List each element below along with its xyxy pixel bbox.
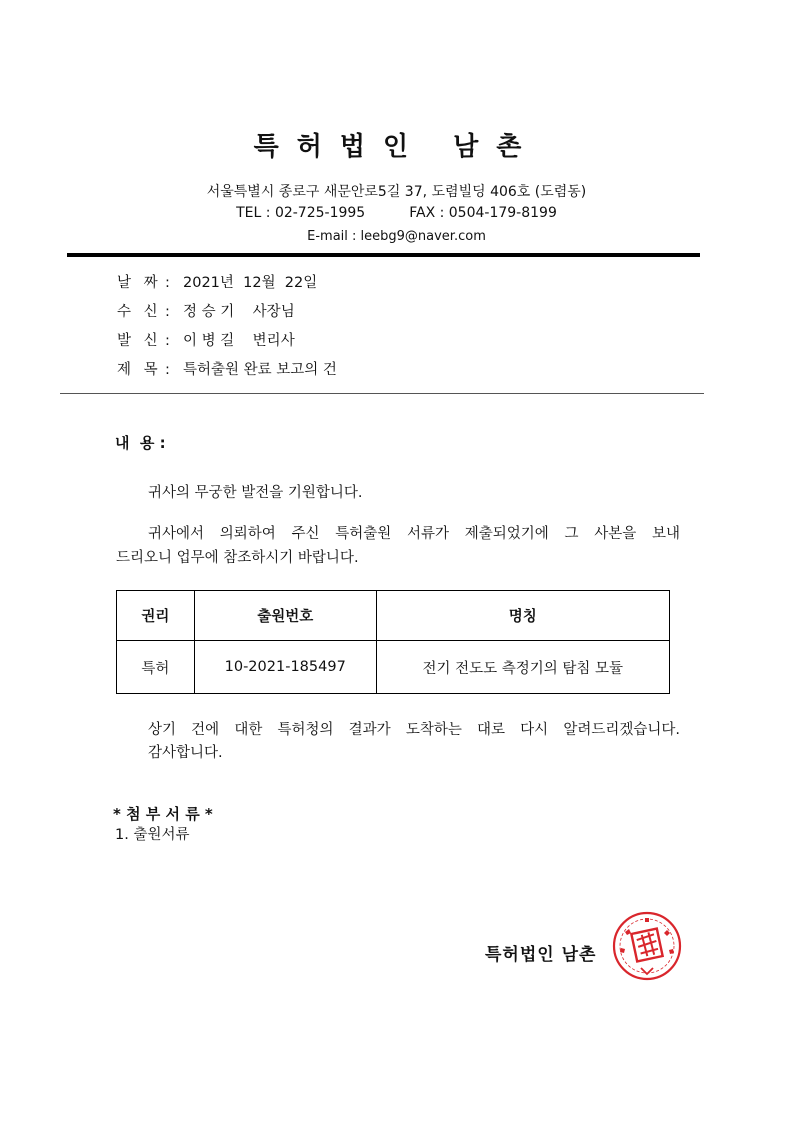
email-line: E-mail : leebg9@naver.com — [307, 229, 486, 244]
meta-subject-row — [117, 358, 337, 379]
meta-separator: : — [165, 275, 170, 291]
closing-paragraph-line1: 상기 건에 대한 특허청의 결과가 도착하는 대로 다시 알려드리겠습니다. — [148, 722, 680, 738]
table-cell-app-no: 10-2021-185497 — [194, 641, 376, 694]
official-seal-icon — [611, 910, 683, 982]
meta-date-label: 날 짜 — [117, 275, 162, 291]
attachments-heading: * 첨 부 서 류 * — [113, 805, 213, 823]
meta-subject-label: 제 목 — [117, 362, 162, 378]
meta-divider — [60, 393, 704, 394]
meta-from-label: 발 신 — [117, 333, 162, 349]
table-row — [117, 641, 670, 694]
meta-from-row — [117, 329, 295, 350]
table-cell-right: 특허 — [117, 641, 195, 694]
application-table — [116, 590, 670, 694]
document-title: 특허법인 남촌 — [253, 132, 540, 162]
notice-paragraph-line2: 드리오니 업무에 참조하시기 바랍니다. — [116, 550, 359, 566]
meta-date-row — [117, 271, 317, 292]
fax-text: FAX : 0504-179-8199 — [409, 205, 557, 221]
meta-separator: : — [165, 304, 170, 320]
address-line: 서울특별시 종로구 새문안로5길 37, 도렴빌딩 406호 (도렴동) — [206, 184, 587, 200]
content-heading: 내 용 : — [115, 434, 166, 452]
table-header-row — [117, 591, 670, 641]
attachment-item: 1. 출원서류 — [115, 827, 190, 843]
meta-separator: : — [165, 362, 170, 378]
meta-date-value: 2021년 12월 22일 — [183, 275, 318, 291]
table-cell-name: 전기 전도도 측정기의 탐침 모듈 — [376, 641, 669, 694]
meta-subject-value: 특허출원 완료 보고의 건 — [183, 362, 337, 378]
meta-to-value: 정 승 기 사장님 — [183, 304, 295, 320]
greeting-paragraph: 귀사의 무궁한 발전을 기원합니다. — [148, 485, 363, 501]
meta-to-label: 수 신 — [117, 304, 162, 320]
signature-name: 특허법인 남촌 — [485, 945, 597, 965]
table-header-right: 권리 — [117, 591, 195, 641]
meta-from-value: 이 병 길 변리사 — [183, 333, 295, 349]
notice-paragraph-line1: 귀사에서 의뢰하여 주신 특허출원 서류가 제출되었기에 그 사본을 보내 — [148, 526, 680, 542]
meta-separator: : — [165, 333, 170, 349]
tel-text: TEL : 02-725-1995 — [236, 205, 366, 221]
header-divider — [67, 253, 700, 257]
closing-paragraph-line2: 감사합니다. — [148, 745, 223, 761]
contact-line — [0, 205, 793, 221]
table-header-app-no: 출원번호 — [194, 591, 376, 641]
table-header-name: 명칭 — [376, 591, 669, 641]
meta-to-row — [117, 300, 295, 321]
